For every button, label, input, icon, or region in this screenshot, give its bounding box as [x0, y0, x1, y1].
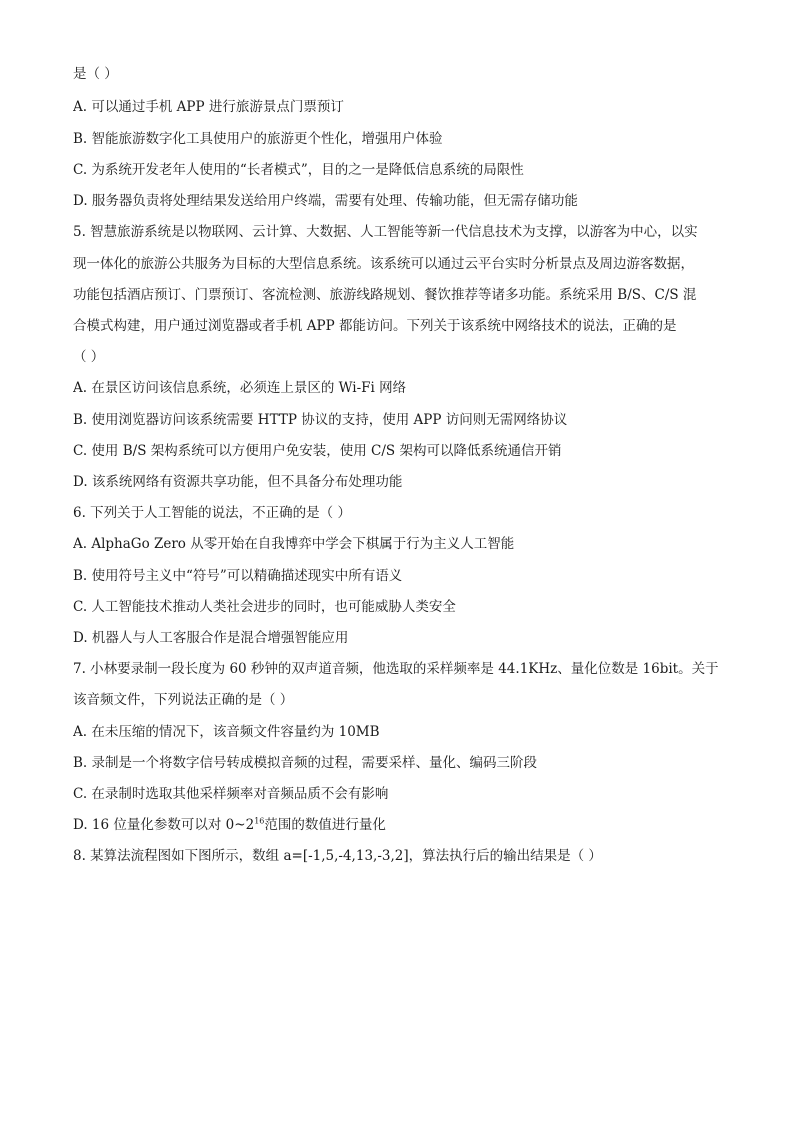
q6-option-c: C. 人工智能技术推动人类社会进步的同时，也可能威胁人类安全: [73, 599, 456, 615]
q7-option-d-tail: 范围的数值进行量化: [264, 817, 386, 833]
q7-option-a: A. 在未压缩的情况下，该音频文件容量约为 10MB: [73, 724, 380, 740]
q5-stem-line4: 合模式构建，用户通过浏览器或者手机 APP 都能访问。下列关于该系统中网络技术的说法，正确的是: [73, 318, 677, 334]
q6-stem: 6. 下列关于人工智能的说法，不正确的是（ ）: [73, 505, 351, 521]
q7-option-c: C. 在录制时选取其他采样频率对音频品质不会有影响: [73, 786, 389, 802]
q5-stem-line2: 现一体化的旅游公共服务为目标的大型信息系统。该系统可以通过云平台实时分析景点及周边游客数据，: [73, 256, 694, 272]
q5-option-c: C. 使用 B/S 架构系统可以方便用户免安装，使用 C/S 架构可以降低系统通信开销: [73, 443, 562, 459]
q7-option-d: [73, 815, 733, 835]
q6-option-d: D. 机器人与人工客服合作是混合增强智能应用: [73, 630, 349, 646]
q4-option-c: C. 为系统开发老年人使用的“长者模式”，目的之一是降低信息系统的局限性: [73, 162, 524, 178]
q7-option-d-exponent: 16: [254, 816, 265, 826]
q6-option-a: A. AlphaGo Zero 从零开始在自我博弈中学会下棋属于行为主义人工智能: [73, 536, 515, 552]
q8-stem: 8. 某算法流程图如下图所示，数组 a=[-1,5,-4,13,-3,2]，算法执行后的输出结果是（ ）: [73, 848, 602, 864]
q4-option-a: A. 可以通过手机 APP 进行旅游景点门票预订: [73, 99, 344, 115]
q7-option-b: B. 录制是一个将数字信号转成模拟音频的过程，需要采样、量化、编码三阶段: [73, 755, 538, 771]
q5-option-a: A. 在景区访问该信息系统，必须连上景区的 Wi-Fi 网络: [73, 380, 407, 396]
q4-option-d: D. 服务器负责将处理结果发送给用户终端，需要有处理、传输功能，但无需存储功能: [73, 193, 578, 209]
q5-stem-line1: 5. 智慧旅游系统是以物联网、云计算、大数据、人工智能等新一代信息技术为支撑，以游客为中心，以实: [73, 224, 698, 240]
q7-stem-line2: 该音频文件，下列说法正确的是（ ）: [73, 692, 294, 708]
q5-stem-line3: 功能包括酒店预订、门票预订、客流检测、旅游线路规划、餐饮推荐等诸多功能。系统采用 B/S、C/S 混: [73, 287, 697, 303]
q5-option-d: D. 该系统网络有资源共享功能，但不具备分布处理功能: [73, 474, 403, 490]
q4-option-b: B. 智能旅游数字化工具使用户的旅游更个性化，增强用户体验: [73, 131, 443, 147]
q4-stem-end: 是（ ）: [73, 66, 118, 82]
q7-stem-line1: 7. 小林要录制一段长度为 60 秒钟的双声道音频，他选取的采样频率是 44.1KHz、量化位数是 16bit。关于: [73, 661, 719, 677]
q5-stem-line5: （ ）: [73, 349, 105, 365]
q7-option-d-head: D. 16 位量化参数可以对 0~2: [73, 817, 255, 833]
q5-option-b: B. 使用浏览器访问该系统需要 HTTP 协议的支持，使用 APP 访问则无需网络协议: [73, 412, 568, 428]
q6-option-b: B. 使用符号主义中“符号”可以精确描述现实中所有语义: [73, 568, 403, 584]
